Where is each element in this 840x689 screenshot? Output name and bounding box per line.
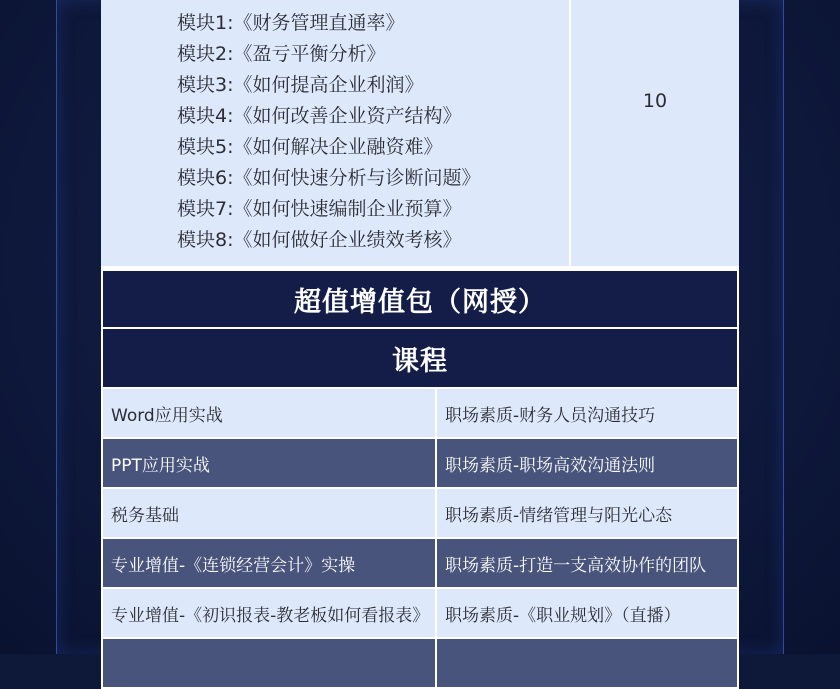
module-count: 10 [642,90,668,112]
course-cell-right: 职场素质-情绪管理与阳光心态 [437,489,737,537]
module-item: 模块4:《如何改善企业资产结构》 [177,105,462,127]
module-item: 模块8:《如何做好企业绩效考核》 [177,229,462,251]
course-row [103,539,737,589]
course-header: 课程 [101,329,739,389]
course-cell-right: 职场素质-打造一支高效协作的团队 [437,539,737,587]
course-cell-right: 职场素质-《职业规划》（直播） [437,589,737,637]
bonus-package-header: 超值增值包（网授） [101,269,739,329]
course-cell-left [103,639,437,687]
course-cell-left: 专业增值-《初识报表-教老板如何看报表》 [103,589,437,637]
course-row [103,389,737,439]
course-cell-right [437,639,737,687]
module-item: 模块3:《如何提高企业利润》 [177,74,424,96]
module-item: 模块5:《如何解决企业融资难》 [177,136,443,158]
course-row [103,439,737,489]
course-cell-left: Word应用实战 [103,389,437,437]
course-row [103,589,737,639]
course-cell-right: 职场素质-职场高效沟通法则 [437,439,737,487]
course-row [103,489,737,539]
course-cell-left: PPT应用实战 [103,439,437,487]
course-grid [101,389,739,689]
module-item: 模块7:《如何快速编制企业预算》 [177,198,462,220]
module-row [101,0,739,269]
module-list [101,0,571,266]
course-row [103,639,737,689]
course-cell-left: 专业增值-《连锁经营会计》实操 [103,539,437,587]
module-item: 模块6:《如何快速分析与诊断问题》 [177,167,481,189]
module-item: 模块1:《财务管理直通率》 [177,12,405,34]
module-item: 模块2:《盈亏平衡分析》 [177,43,386,65]
course-table [101,0,739,689]
course-cell-right: 职场素质-财务人员沟通技巧 [437,389,737,437]
course-cell-left: 税务基础 [103,489,437,537]
